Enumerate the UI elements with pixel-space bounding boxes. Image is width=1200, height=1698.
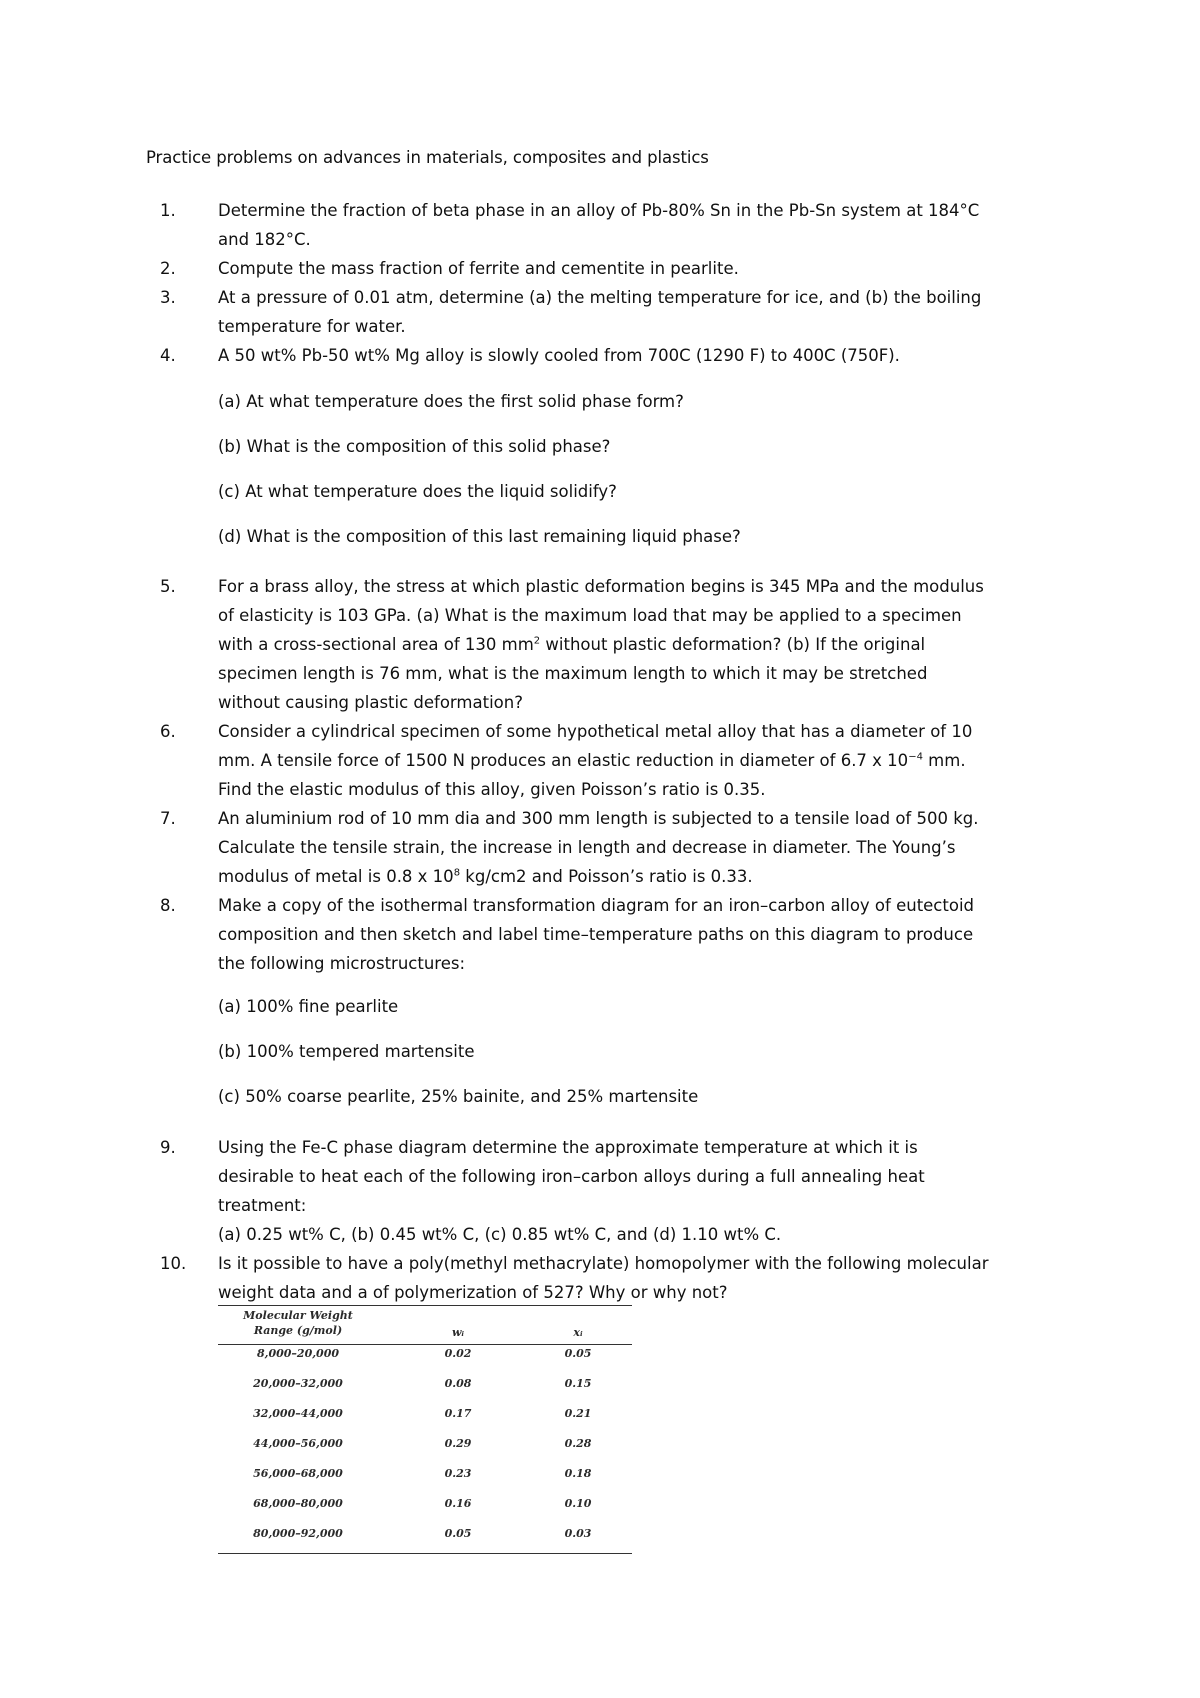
problem-text-segment: mm. A tensile force of 1500 N produces an elastic reduction in diameter of 6.7 x 10 (218, 751, 909, 770)
problem-text-line: treatment: (218, 1196, 307, 1215)
problem-text-line: An aluminium rod of 10 mm dia and 300 mm length is subjected to a tensile load of 500 kg. (218, 809, 979, 828)
problem-number: 8. (160, 896, 176, 915)
problem-text-segment: with a cross-sectional area of 130 mm (218, 635, 534, 654)
superscript: 8 (453, 867, 461, 879)
problem-text-segment: mm. (922, 751, 966, 770)
problem-text-line: Calculate the tensile strain, the increase in length and decrease in diameter. The Young’s (218, 838, 956, 857)
problem-number: 5. (160, 577, 176, 596)
problem-text-line: Determine the fraction of beta phase in an alloy of Pb-80% Sn in the Pb-Sn system at 184°C (218, 201, 980, 220)
cell-x: 0.03 (564, 1527, 592, 1540)
problem-number: 10. (160, 1254, 187, 1273)
table-row (218, 1347, 632, 1365)
superscript: 2 (533, 635, 541, 647)
problem-text-line: For a brass alloy, the stress at which plastic deformation begins is 345 MPa and the modulus (218, 577, 984, 596)
cell-w: 0.08 (444, 1377, 472, 1390)
cell-range: 8,000–20,000 (256, 1347, 340, 1360)
problem-text-line: temperature for water. (218, 317, 406, 336)
problem-4-part-c: (c) At what temperature does the liquid solidify? (218, 482, 617, 501)
problem-text-line (218, 630, 984, 659)
problem-8-part-a: (a) 100% fine pearlite (218, 997, 399, 1016)
problem-4-part-d: (d) What is the composition of this last remaining liquid phase? (218, 527, 741, 546)
problem-text-segment: without plastic deformation? (b) If the original (545, 635, 926, 654)
problem-text-line: Compute the mass fraction of ferrite and cementite in pearlite. (218, 259, 739, 278)
problem-text-line: Using the Fe-C phase diagram determine the approximate temperature at which it is (218, 1138, 918, 1157)
problem-number: 1. (160, 201, 176, 220)
table-header (218, 1305, 632, 1345)
problem-number: 4. (160, 346, 176, 365)
problem-number: 7. (160, 809, 176, 828)
header-range (218, 1308, 378, 1338)
cell-range: 56,000–68,000 (253, 1467, 343, 1480)
table-row (218, 1497, 632, 1515)
table-row (218, 1467, 632, 1485)
problem-8-part-c: (c) 50% coarse pearlite, 25% bainite, and 25% martensite (218, 1087, 699, 1106)
problem-8-part-b: (b) 100% tempered martensite (218, 1042, 475, 1061)
table-row (218, 1407, 632, 1425)
problem-text-line: Make a copy of the isothermal transformation diagram for an iron–carbon alloy of eutectoid (218, 896, 975, 915)
problem-text-line: A 50 wt% Pb-50 wt% Mg alloy is slowly cooled from 700C (1290 F) to 400C (750F). (218, 346, 900, 365)
problem-4-part-b: (b) What is the composition of this solid phase? (218, 437, 611, 456)
problem-text-line: weight data and a of polymerization of 527? Why or why not? (218, 1283, 728, 1302)
cell-x: 0.15 (564, 1377, 592, 1390)
page-title: Practice problems on advances in materials, composites and plastics (146, 148, 709, 167)
table-row (218, 1527, 632, 1545)
cell-w: 0.05 (444, 1527, 472, 1540)
cell-w: 0.23 (444, 1467, 472, 1480)
problem-text-line: (a) 0.25 wt% C, (b) 0.45 wt% C, (c) 0.85 wt% C, and (d) 1.10 wt% C. (218, 1225, 782, 1244)
problem-text-line: Is it possible to have a poly(methyl methacrylate) homopolymer with the following molecular (218, 1254, 989, 1273)
header-number-fraction: xᵢ (573, 1326, 583, 1339)
problem-text-line: specimen length is 76 mm, what is the maximum length to which it may be stretched (218, 664, 928, 683)
header-range-line: Range (g/mol) (253, 1324, 343, 1337)
problem-text-segment: modulus of metal is 0.8 x 10 (218, 867, 454, 886)
problem-text-line: Find the elastic modulus of this alloy, given Poisson’s ratio is 0.35. (218, 780, 766, 799)
cell-x: 0.18 (564, 1467, 592, 1480)
cell-w: 0.29 (444, 1437, 472, 1450)
problem-number: 2. (160, 259, 176, 278)
problem-text-line: and 182°C. (218, 230, 311, 249)
header-range-line: Molecular Weight (243, 1309, 353, 1322)
table-row (218, 1437, 632, 1455)
cell-x: 0.05 (564, 1347, 592, 1360)
problem-text-line: desirable to heat each of the following iron–carbon alloys during a full annealing heat (218, 1167, 925, 1186)
problem-text-line: composition and then sketch and label time–temperature paths on this diagram to produce (218, 925, 974, 944)
problem-text-line: Consider a cylindrical specimen of some hypothetical metal alloy that has a diameter of 10 (218, 722, 973, 741)
superscript: −4 (908, 751, 923, 763)
cell-w: 0.16 (444, 1497, 472, 1510)
table-row (218, 1377, 632, 1395)
cell-range: 44,000–56,000 (253, 1437, 343, 1450)
problem-text-line: the following microstructures: (218, 954, 466, 973)
problem-number: 9. (160, 1138, 176, 1157)
cell-x: 0.28 (564, 1437, 592, 1450)
cell-range: 80,000–92,000 (253, 1527, 343, 1540)
table-bottom-rule (218, 1553, 632, 1554)
cell-w: 0.02 (444, 1347, 472, 1360)
problem-text-line (218, 862, 978, 891)
cell-x: 0.21 (564, 1407, 592, 1420)
problem-text-line: of elasticity is 103 GPa. (a) What is the maximum load that may be applied to a specimen (218, 606, 962, 625)
cell-x: 0.10 (564, 1497, 592, 1510)
problem-text-segment: kg/cm2 and Poisson’s ratio is 0.33. (460, 867, 753, 886)
problem-text-line: without causing plastic deformation? (218, 693, 523, 712)
cell-range: 68,000–80,000 (253, 1497, 343, 1510)
problem-text-line (218, 746, 972, 775)
problem-number: 6. (160, 722, 176, 741)
problem-text-line: At a pressure of 0.01 atm, determine (a) the melting temperature for ice, and (b) the boiling (218, 288, 982, 307)
header-weight-fraction: wᵢ (451, 1326, 465, 1339)
cell-range: 20,000–32,000 (253, 1377, 343, 1390)
problem-4-part-a: (a) At what temperature does the first solid phase form? (218, 392, 684, 411)
cell-w: 0.17 (444, 1407, 472, 1420)
cell-range: 32,000–44,000 (253, 1407, 343, 1420)
problem-number: 3. (160, 288, 176, 307)
